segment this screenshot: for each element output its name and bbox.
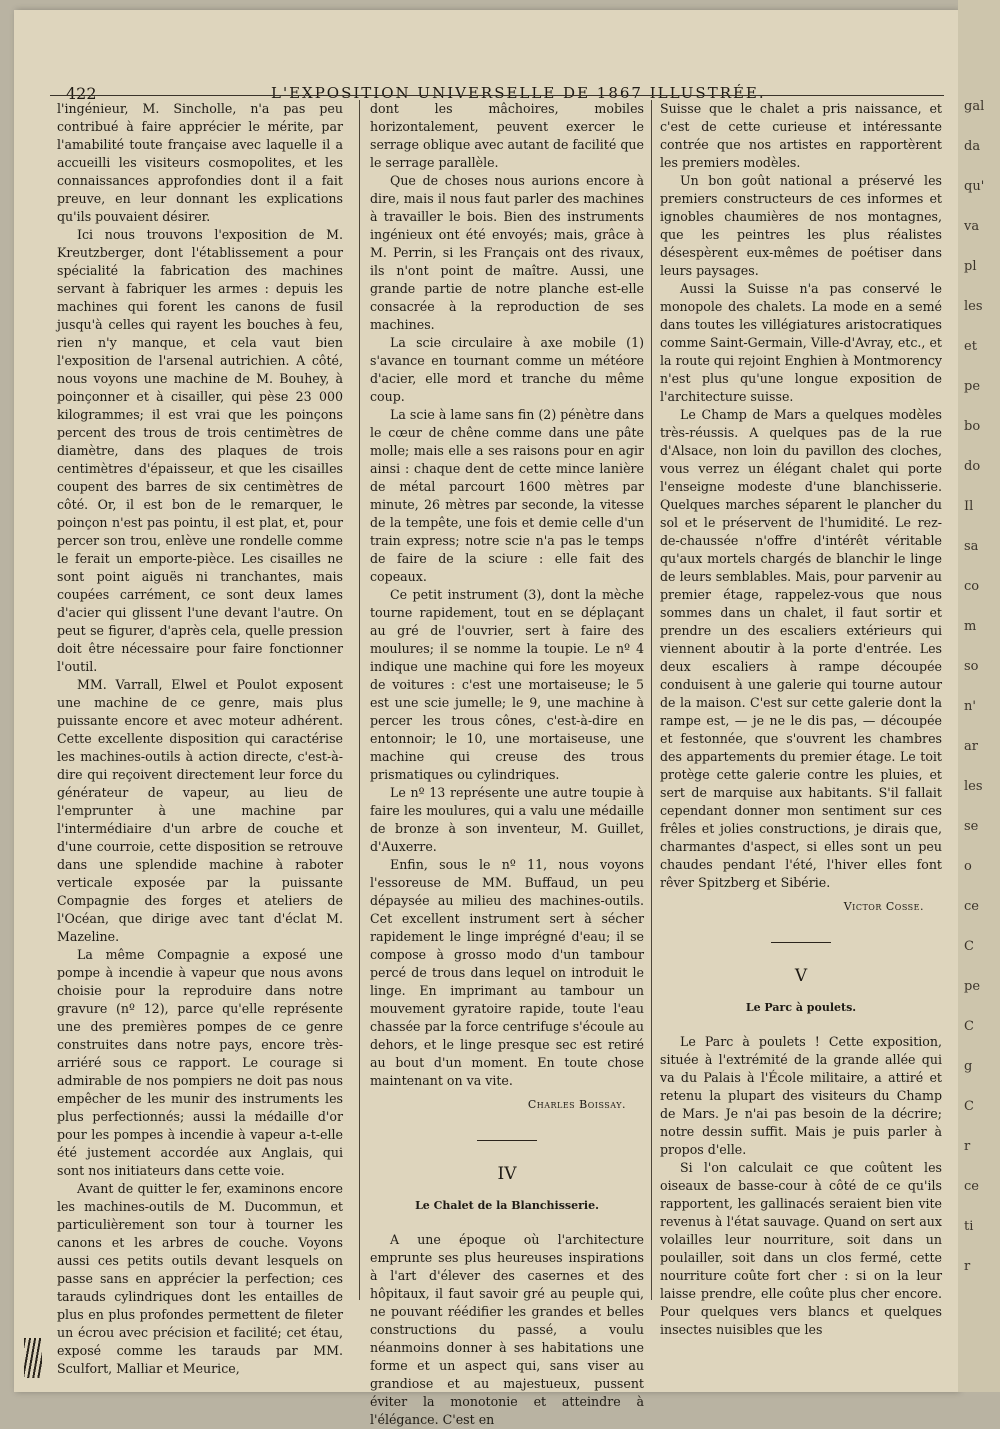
column-divider-2	[651, 100, 652, 1300]
paragraph: MM. Varrall, Elwel et Poulot exposent une machine de ce genre, mais plus puissante encore et avec moteur adhérent. Cette excellente disposition qui caractérise les machines-outils à action directe, c'est-à-dire qui reçoivent directement leur force du générateur de vapeur, au lieu de l'emprunter à une machine par l'intermédiaire d'un arbre de couche et d'une courroie, cette disposition se retrouve dans une splendide machine à raboter verticale exposée par la puissante Compagnie des forges et ateliers de l'Océan, que dirige avec tant d'éclat M. Mazeline.	[57, 677, 343, 944]
edge-fragment: pe	[964, 379, 981, 394]
paragraph: Que de choses nous aurions encore à dire, mais il nous faut parler des machines à travailler le bois. Bien des instruments ingénieux ont été envoyés; mais, grâce à M. Perrin, si les Français ont des rivaux, ils n'ont point de maître. Aussi, une grande partie de notre planche est-elle consacrée à la reproduction de ses machines.	[370, 173, 644, 332]
edge-fragment: pe	[964, 979, 981, 994]
edge-fragment: m	[964, 619, 977, 634]
edge-fragment: les	[964, 779, 983, 794]
edge-fragment: C	[964, 1019, 974, 1034]
paragraph: Avant de quitter le fer, examinons encore les machines-outils de M. Ducommun, et particulièrement son tour à tourner les canons et les arbres de couche. Voyons aussi ces petits outils devant lesquels on passe sans en apprécier la perfection; ces tarauds cylindriques dont les entailles de plus en plus profondes permettent de fileter un écrou avec précision et facilité; cet étau, exposé comme les tarauds par MM. Sculfort, Malliar et Meurice,	[57, 1181, 343, 1376]
edge-fragment: Il	[964, 499, 974, 514]
edge-fragment: g	[964, 1059, 973, 1074]
edge-fragment: se	[964, 819, 979, 834]
edge-fragment: sa	[964, 539, 979, 554]
edge-fragment: n'	[964, 699, 976, 714]
edge-fragment: ce	[964, 1179, 979, 1194]
edge-fragment: da	[964, 139, 981, 154]
section-number: V	[794, 966, 808, 986]
edge-fragment: so	[964, 659, 979, 674]
edge-fragment: ar	[964, 739, 978, 754]
edge-fragment: C	[964, 939, 974, 954]
paragraph: La même Compagnie a exposé une pompe à incendie à vapeur que nous avons choisie pour la reproduire dans notre gravure (nº 12), parce qu'elle représente une des premières pompes de ce genre construites dans notre pays, encore très-arriéré sous ce rapport. Le courage si admirable de nos pompiers ne doit pas nous empêcher de les munir des instruments les plus perfectionnés; aussi la médaille d'or pour les pompes à incendie à vapeur a-t-elle été justement accordée aux Anglais, qui sont nos initiateurs dans cette voie.	[57, 947, 343, 1178]
next-page-edge	[958, 0, 1000, 1392]
section-separator	[771, 942, 831, 943]
section-title: Le Parc à poulets.	[745, 1001, 857, 1014]
edge-fragment: ce	[964, 899, 979, 914]
edge-fragment: r	[964, 1259, 971, 1274]
section-separator	[477, 1140, 537, 1141]
paragraph: Le nº 13 représente une autre toupie à faire les moulures, qui a valu une médaille de bronze à son inventeur, M. Guillet, d'Auxerre.	[370, 785, 644, 854]
paragraph: l'ingénieur, M. Sincholle, n'a pas peu contribué à faire apprécier le mérite, par l'amabilité toute française avec laquelle il a accueilli les visiteurs cosmopolites, et les connaissances approfondies dont il a fait preuve, en leur donnant les explications qu'ils pouvaient désirer.	[57, 101, 343, 224]
edge-fragment: ti	[964, 1219, 974, 1234]
column-2	[370, 100, 644, 1429]
binding-mark	[24, 1338, 42, 1378]
paragraph: Un bon goût national a préservé les premiers constructeurs de ces informes et ignobles chaumières de nos montagnes, que les peintres les plus réalistes désespèrent eux-mêmes de poétiser dans leurs paysages.	[660, 173, 942, 278]
edge-fragment: C	[964, 1099, 974, 1114]
paragraph: Suisse que le chalet a pris naissance, et c'est de cette curieuse et intéressante contrée que nos artistes en rapportèrent les premiers modèles.	[660, 101, 942, 170]
edge-fragment: va	[964, 219, 980, 234]
edge-fragment: les	[964, 299, 983, 314]
paragraph: A une époque où l'architecture emprunte ses plus heureuses inspirations à l'art d'élever des casernes et des hôpitaux, il faut savoir gré au peuple qui, ne pouvant réédifier les grandes et belles constructions du passé, a voulu néanmoins donner à ses habitations une forme et un aspect qui, sans viser au grandiose et au majestueux, pussent éviter la monotonie et atteindre à l'élégance. C'est en	[370, 1232, 644, 1427]
section-number: IV	[497, 1164, 517, 1184]
paragraph: Le Parc à poulets ! Cette exposition, située à l'extrémité de la grande allée qui va du Palais à l'École militaire, a attiré et retenu la plupart des visiteurs du Champ de Mars. Je n'ai pas besoin de la décrire; notre dessin suffit. Mais je puis parler à propos d'elle.	[660, 1034, 942, 1157]
paragraph: La scie à lame sans fin (2) pénètre dans le cœur de chêne comme dans une pâte molle; mais elle a ses raisons pour en agir ainsi : chaque dent de cette mince lanière de métal parcourt 1600 mètres par minute, 26 mètres par seconde, la vitesse de la tempête, une fois et demie celle d'un train express; notre scie n'a pas le temps de faire de la sciure : elle fait des copeaux.	[370, 407, 644, 584]
column-3	[660, 100, 942, 1339]
edge-fragment: co	[964, 579, 980, 594]
page-number: 422	[66, 84, 97, 103]
edge-fragment: r	[964, 1139, 971, 1154]
paragraph: La scie circulaire à axe mobile (1) s'avance en tournant comme un météore d'acier, elle mord et tranche du même coup.	[370, 335, 644, 404]
edge-fragment: gal	[964, 99, 985, 114]
section-title: Le Chalet de la Blanchisserie.	[415, 1199, 599, 1212]
page-title: L'EXPOSITION UNIVERSELLE DE 1867 ILLUSTRÉE.	[271, 84, 766, 102]
header-rule	[50, 95, 944, 96]
column-divider-1	[359, 100, 360, 1300]
paragraph: Ce petit instrument (3), dont la mèche tourne rapidement, tout en se déplaçant au gré de l'ouvrier, sert à faire des moulures; il se nomme la toupie. Le nº 4 indique une machine qui fore les moyeux de voitures : c'est une mortaiseuse; le 5 est une scie jumelle; le 9, une machine à percer les trous cônes, c'est-à-dire en entonnoir; le 10, une mortaiseuse, une machine qui creuse des trous prismatiques ou cylindriques.	[370, 587, 644, 782]
paragraph: Ici nous trouvons l'exposition de M. Kreutzberger, dont l'établissement a pour spécialité la fabrication des machines servant à fabriquer les armes : depuis les machines qui forent les canons de fusil jusqu'à celles qui rayent les bouches à feu, rien n'y manque, et cela vaut bien l'exposition de l'arsenal autrichien. A côté, nous voyons une machine de M. Bouhey, à poinçonner et à cisailler, qui pèse 23 000 kilogrammes; il est vrai que les poinçons percent des trous de trois centimètres de diamètre, dans des plaques de trois centimètres d'épaisseur, et que les cisailles coupent des barres de six centimètres de côté. Or, il est bon de le remarquer, le poinçon n'est pas pointu, il est plat, et, pour percer son trou, enlève une rondelle comme le ferait un emporte-pièce. Les cisailles ne sont point aiguës ni tranchantes, mais coupées carrément, ce sont deux lames d'acier qui glissent l'une devant l'autre. On peut se figurer, d'après cela, quelle pression doit être nécessaire pour faire fonctionner l'outil.	[57, 227, 343, 674]
paragraph: Si l'on calculait ce que coûtent les oiseaux de basse-cour à côté de ce qu'ils rapportent, les gallinacés seraient bien vite revenus à l'état sauvage. Quand on sert aux volailles leur nourriture, soit dans un poulailler, soit dans un clos fermé, cette nourriture coûte fort cher : si on la leur laisse prendre, elle coûte plus cher encore. Pour quelques vers blancs et quelques insectes nuisibles que les	[660, 1160, 942, 1337]
paragraph: Aussi la Suisse n'a pas conservé le monopole des chalets. La mode en a semé dans toutes les villégiatures aristocratiques comme Saint-Germain, Ville-d'Avray, etc., et la route qui rejoint Enghien à Montmorency n'est plus qu'une longue exposition de l'architecture suisse.	[660, 281, 942, 404]
edge-fragment: qu'	[964, 179, 985, 194]
author-signature: Victor Cosse.	[843, 900, 924, 913]
column-1	[57, 100, 343, 1378]
edge-fragment: do	[964, 459, 981, 474]
edge-fragment: bo	[964, 419, 981, 434]
edge-fragment: et	[964, 339, 977, 354]
paragraph: Enfin, sous le nº 11, nous voyons l'essoreuse de MM. Buffaud, un peu dépaysée au milieu des machines-outils. Cet excellent instrument sert à sécher rapidement le linge imprégné d'eau; il se compose à grosso modo d'un tambour percé de trous dans lequel on introduit le linge. En imprimant au tambour un mouvement gyratoire rapide, toute l'eau chassée par la force centrifuge s'écoule au dehors, et le linge presque sec est retiré au bout d'un moment. En toute chose maintenant on va vite.	[370, 857, 644, 1088]
paragraph: dont les mâchoires, mobiles horizontalement, peuvent exercer le serrage oblique avec autant de facilité que le serrage parallèle.	[370, 101, 644, 170]
edge-fragment: o	[964, 859, 972, 874]
paragraph: Le Champ de Mars a quelques modèles très-réussis. A quelques pas de la rue d'Alsace, non loin du pavillon des cloches, vous verrez un élégant chalet qui porte l'enseigne modeste d'une blanchisserie. Quelques marches séparent le plancher du sol et le préservent de l'humidité. Le rez-de-chaussée n'offre d'intérêt véritable qu'aux mortels chargés de blanchir le linge de leurs semblables. Mais, pour parvenir au premier étage, rappelez-vous que nous sommes dans un chalet, il faut sortir et prendre un des escaliers extérieurs qui viennent aboutir à la porte d'entrée. Les deux escaliers à rampe découpée conduisent à une galerie qui tourne autour de la maison. C'est sur cette galerie dont la rampe est, — je ne le dis pas, — découpée et festonnée, que s'ouvrent les chambres des appartements du premier étage. Le toit protège cette galerie contre les pluies, et sert de marquise aux habitants. S'il fallait cependant donner mon sentiment sur ces frêles et jolies constructions, je dirais que, charmantes d'aspect, si elles sont un peu chaudes pendant l'été, l'hiver elles font rêver Spitzberg et Sibérie.	[660, 407, 942, 890]
edge-fragment: pl	[964, 259, 977, 274]
author-signature: Charles Boissay.	[527, 1098, 626, 1111]
